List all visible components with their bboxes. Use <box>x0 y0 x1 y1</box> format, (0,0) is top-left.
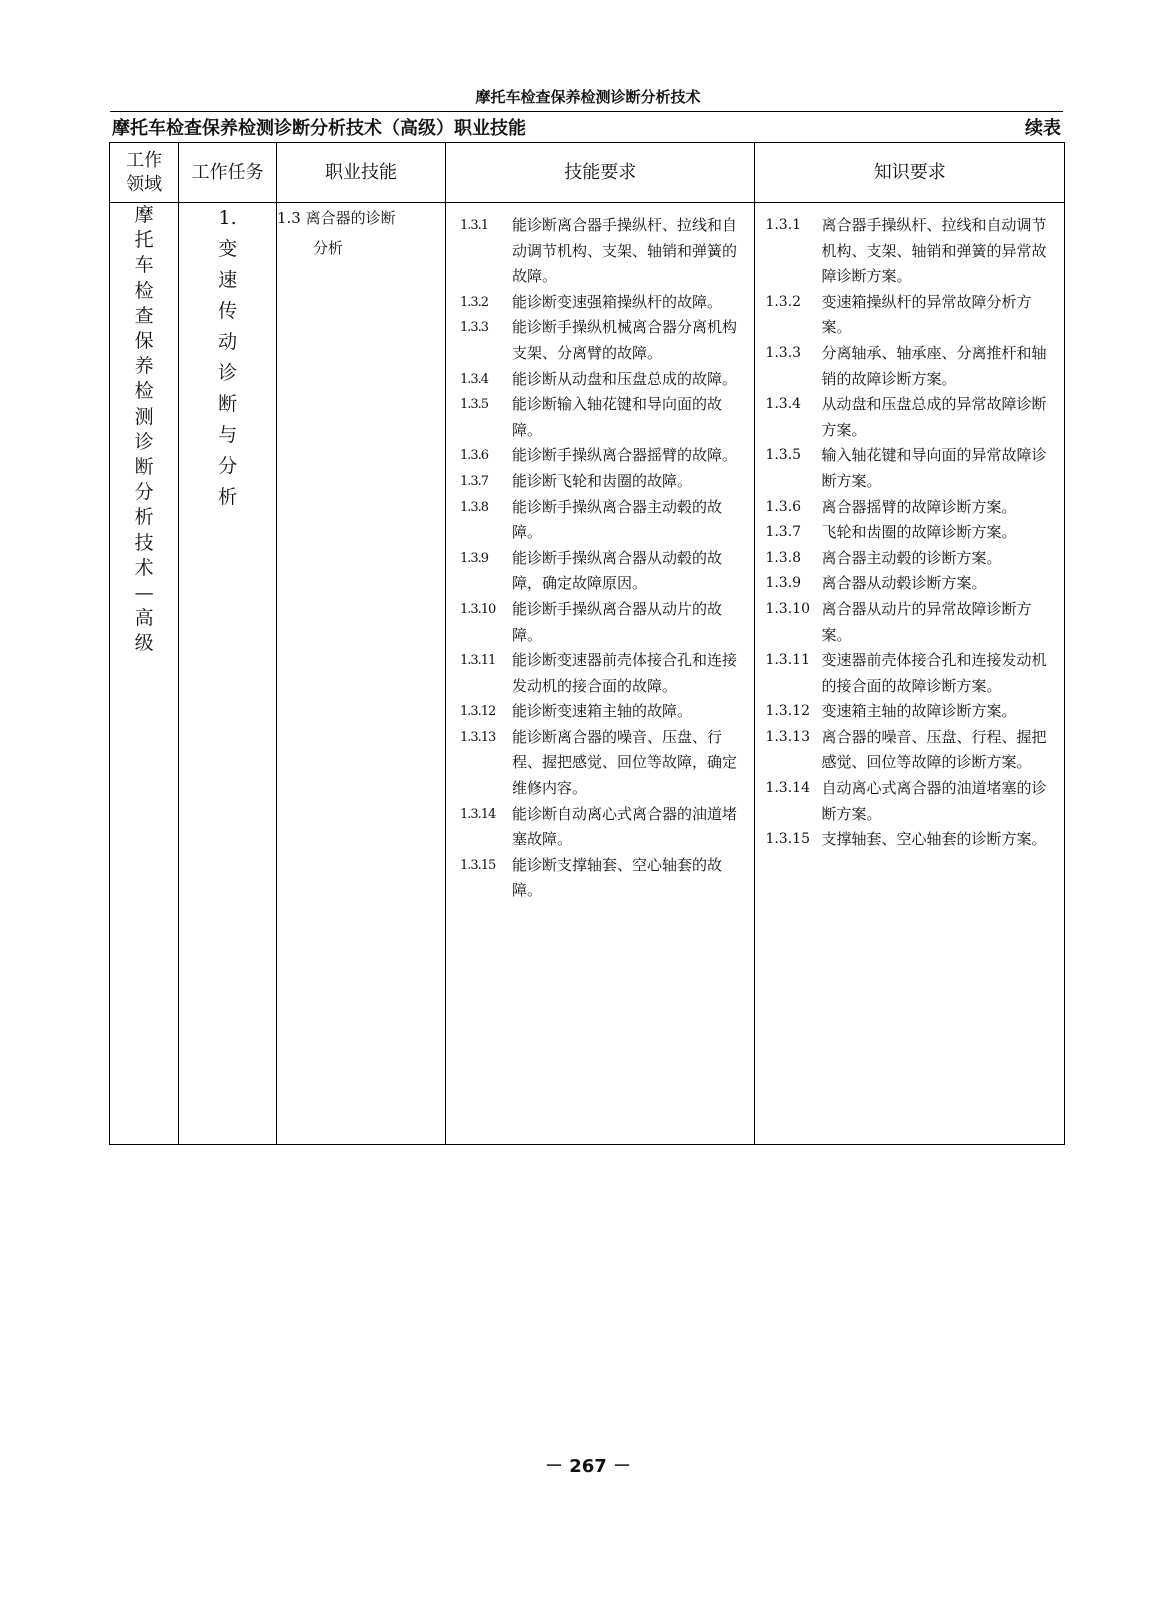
work-domain-cell <box>110 203 179 1145</box>
work-domain-char: 摩 <box>134 204 154 226</box>
knowledge-requirement-item <box>765 495 1054 521</box>
work-domain-char: 养 <box>134 355 154 378</box>
skill-requirement-item-number: 1.3.3 <box>459 320 489 336</box>
skill-name-line1: 1.3 离合器的诊断 <box>276 209 396 227</box>
skill-cell <box>276 203 445 1145</box>
skill-requirement-item-text: 能诊断离合器手操纵杆、拉线和自动调节机构、支架、轴销和弹簧的故障。 <box>511 216 737 286</box>
work-task-char: 断 <box>218 393 238 415</box>
skill-requirement-item-text: 能诊断飞轮和齿圈的故障。 <box>511 471 692 490</box>
knowledge-requirement-item-number: 1.3.4 <box>765 396 802 413</box>
skill-requirement-item-number: 1.3.12 <box>459 704 496 720</box>
knowledge-requirement-item-number: 1.3.9 <box>765 575 802 592</box>
header-knowledge-requirements: 知识要求 <box>755 143 1065 203</box>
skill-requirement-item <box>446 495 745 546</box>
knowledge-requirement-item-text: 分离轴承、轴承座、分离推杆和轴销的故障诊断方案。 <box>821 343 1047 388</box>
header-work-task: 工作任务 <box>179 143 277 203</box>
knowledge-requirement-item <box>765 546 1054 572</box>
work-task-cell <box>179 203 277 1145</box>
skill-requirements-list <box>446 213 745 904</box>
header-work-domain-line1: 工作 <box>126 149 163 171</box>
knowledge-requirement-item-number: 1.3.6 <box>765 498 802 515</box>
skill-requirement-item <box>446 802 745 853</box>
skill-requirement-item-number: 1.3.5 <box>459 397 489 413</box>
knowledge-requirement-item-number: 1.3.13 <box>765 728 810 745</box>
work-domain-char: 车 <box>134 254 154 277</box>
skills-table <box>109 142 1065 1145</box>
skill-requirement-item-number: 1.3.6 <box>459 448 489 464</box>
skill-requirement-item <box>446 853 745 904</box>
skill-requirement-item-text: 能诊断离合器的噪音、压盘、行程、握把感觉、回位等故障，确定维修内容。 <box>511 727 737 798</box>
knowledge-requirement-item-number: 1.3.10 <box>765 600 810 617</box>
knowledge-requirement-item-number: 1.3.2 <box>765 293 802 310</box>
header-skill: 职业技能 <box>276 143 445 203</box>
skill-requirement-item-text: 能诊断手操纵离合器从动毂的故障，确定故障原因。 <box>511 548 722 593</box>
knowledge-requirement-item <box>765 520 1054 546</box>
work-domain-char: 级 <box>134 632 154 655</box>
knowledge-requirement-item-text: 变速器前壳体接合孔和连接发动机的接合面的故障诊断方案。 <box>821 651 1047 695</box>
knowledge-requirement-item-text: 离合器摇臂的故障诊断方案。 <box>821 497 1017 516</box>
knowledge-requirement-item-text: 从动盘和压盘总成的异常故障诊断方案。 <box>821 395 1047 439</box>
knowledge-requirement-item <box>765 213 1054 290</box>
knowledge-requirement-item-number: 1.3.7 <box>765 524 802 541</box>
work-domain-char: 析 <box>134 506 154 529</box>
skill-requirement-item <box>446 648 745 699</box>
running-header: 摩托车检查保养检测诊断分析技术 <box>475 88 701 106</box>
knowledge-requirement-item <box>765 571 1054 597</box>
skill-requirements-cell <box>445 203 755 1145</box>
skill-requirement-item <box>446 290 745 316</box>
knowledge-requirement-item-number: 1.3.15 <box>765 831 810 848</box>
work-task-char: 速 <box>218 269 238 291</box>
work-task-char: 动 <box>218 331 238 353</box>
knowledge-requirement-item-text: 输入轴花键和导向面的异常故障诊断方案。 <box>821 446 1047 490</box>
skill-requirement-item-text: 能诊断支撑轴套、空心轴套的故障。 <box>511 855 722 900</box>
work-domain-text <box>110 203 178 657</box>
knowledge-requirement-item-text: 离合器从动片的异常故障诊断方案。 <box>821 599 1032 644</box>
skill-requirement-item-number: 1.3.4 <box>459 371 489 387</box>
knowledge-requirement-item-text: 离合器手操纵杆、拉线和自动调节机构、支架、轴销和弹簧的异常故障诊断方案。 <box>821 216 1047 286</box>
knowledge-requirement-item <box>765 827 1054 853</box>
skill-requirement-item-number: 1.3.1 <box>459 218 489 233</box>
work-task-char: 析 <box>218 486 238 508</box>
skill-requirement-item-number: 1.3.10 <box>459 601 496 617</box>
work-domain-char: 术 <box>134 556 154 579</box>
work-domain-char: 诊 <box>134 430 154 453</box>
skill-requirement-item <box>446 546 745 597</box>
knowledge-requirements-list <box>755 213 1054 853</box>
skill-requirement-item-text: 能诊断变速强箱操纵杆的故障。 <box>511 292 722 311</box>
skill-requirement-item-number: 1.3.7 <box>459 473 489 489</box>
work-domain-char: 技 <box>134 531 154 554</box>
work-task-text <box>179 203 276 513</box>
skill-requirement-item <box>446 469 745 495</box>
knowledge-requirement-item <box>765 725 1054 776</box>
knowledge-requirement-item-number: 1.3.14 <box>765 780 810 797</box>
skill-requirement-item-number: 1.3.11 <box>459 653 496 669</box>
knowledge-requirement-item-number: 1.3.3 <box>765 344 802 361</box>
knowledge-requirement-item-number: 1.3.5 <box>765 447 802 464</box>
work-domain-char: 托 <box>134 229 154 252</box>
knowledge-requirement-item-number: 1.3.8 <box>765 549 802 566</box>
table-title: 摩托车检查保养检测诊断分析技术（高级）职业技能 <box>112 118 526 139</box>
skill-requirement-item-number: 1.3.14 <box>459 806 496 822</box>
skill-requirement-item <box>446 367 745 393</box>
work-domain-char: 断 <box>134 456 154 479</box>
work-domain-char: 查 <box>134 304 154 327</box>
knowledge-requirement-item <box>765 597 1054 648</box>
skill-requirement-item-text: 能诊断输入轴花键和导向面的故障。 <box>511 395 722 439</box>
continued-label: 续表 <box>1025 118 1061 139</box>
knowledge-requirement-item-text: 离合器的噪音、压盘、行程、握把感觉、回位等故障的诊断方案。 <box>821 727 1047 772</box>
work-task-char: 传 <box>218 300 238 322</box>
work-task-char: 诊 <box>218 362 238 384</box>
work-domain-char: 检 <box>134 279 154 302</box>
skill-requirement-item-text: 能诊断变速箱主轴的故障。 <box>511 702 692 721</box>
knowledge-requirement-item-text: 变速箱操纵杆的异常故障分析方案。 <box>821 292 1032 337</box>
header-work-domain-line2: 领域 <box>126 173 163 195</box>
skill-requirement-item-number: 1.3.15 <box>459 857 496 873</box>
knowledge-requirement-item-number: 1.3.12 <box>765 703 810 720</box>
knowledge-requirement-item-text: 离合器从动毂诊断方案。 <box>821 574 987 593</box>
knowledge-requirement-item <box>765 341 1054 392</box>
header-rule <box>110 111 1063 112</box>
skill-requirement-item <box>446 392 745 443</box>
knowledge-requirement-item-text: 变速箱主轴的故障诊断方案。 <box>821 702 1017 721</box>
knowledge-requirement-item <box>765 776 1054 827</box>
skill-requirement-item-number: 1.3.8 <box>459 499 489 515</box>
skill-name-line2: 分析 <box>312 239 343 257</box>
work-task-char: 变 <box>218 238 238 260</box>
skill-requirement-item-text: 能诊断手操纵离合器主动毂的故障。 <box>511 497 722 542</box>
skill-requirement-item <box>446 213 745 290</box>
work-domain-char: 检 <box>134 380 154 403</box>
knowledge-requirement-item <box>765 392 1054 443</box>
skill-requirement-item-number: 1.3.9 <box>459 550 489 566</box>
knowledge-requirement-item-number: 1.3.11 <box>765 652 810 669</box>
knowledge-requirement-item <box>765 443 1054 494</box>
knowledge-requirement-item <box>765 648 1054 699</box>
work-task-char: 分 <box>218 455 238 477</box>
work-domain-char: 分 <box>134 481 154 504</box>
skill-requirement-item-text: 能诊断手操纵离合器从动片的故障。 <box>511 599 722 644</box>
skill-requirement-item-text: 能诊断手操纵机械离合器分离机构支架、分离臂的故障。 <box>511 318 737 362</box>
table-row <box>110 203 1065 1145</box>
skill-requirement-item-number: 1.3.2 <box>459 294 489 310</box>
work-domain-char: 保 <box>134 330 154 353</box>
skill-requirement-item-number: 1.3.13 <box>459 729 496 745</box>
work-domain-char: 高 <box>134 607 154 630</box>
skill-requirement-item-text: 能诊断自动离心式离合器的油道堵塞故障。 <box>511 804 737 849</box>
skill-requirement-item <box>446 315 745 366</box>
knowledge-requirement-item-text: 离合器主动毂的诊断方案。 <box>821 548 1002 567</box>
knowledge-requirement-item-text: 飞轮和齿圈的故障诊断方案。 <box>821 523 1017 542</box>
header-work-domain <box>110 143 179 203</box>
skill-requirement-item <box>446 725 745 802</box>
knowledge-requirement-item <box>765 699 1054 725</box>
work-task-char: 与 <box>218 424 238 446</box>
skill-requirement-item-text: 能诊断手操纵离合器摇臂的故障。 <box>511 446 737 465</box>
work-domain-char: 测 <box>134 405 154 428</box>
header-skill-requirements: 技能要求 <box>445 143 755 203</box>
skill-requirement-item <box>446 597 745 648</box>
table-title-row <box>112 114 1061 140</box>
page-number: － 267 － <box>544 1456 632 1477</box>
knowledge-requirements-cell <box>755 203 1065 1145</box>
knowledge-requirement-item-text: 支撑轴套、空心轴套的诊断方案。 <box>821 830 1047 849</box>
skill-requirement-item <box>446 699 745 725</box>
skill-requirement-item-text: 能诊断变速器前壳体接合孔和连接发动机的接合面的故障。 <box>511 651 737 695</box>
skill-requirement-item-text: 能诊断从动盘和压盘总成的故障。 <box>511 369 737 388</box>
knowledge-requirement-item-text: 自动离心式离合器的油道堵塞的诊断方案。 <box>821 779 1047 823</box>
work-task-char: 1. <box>218 207 237 229</box>
work-domain-char: — <box>134 582 154 605</box>
skill-requirement-item <box>446 443 745 469</box>
knowledge-requirement-item <box>765 290 1054 341</box>
knowledge-requirement-item-number: 1.3.1 <box>765 217 802 233</box>
table-header-row <box>110 143 1065 203</box>
